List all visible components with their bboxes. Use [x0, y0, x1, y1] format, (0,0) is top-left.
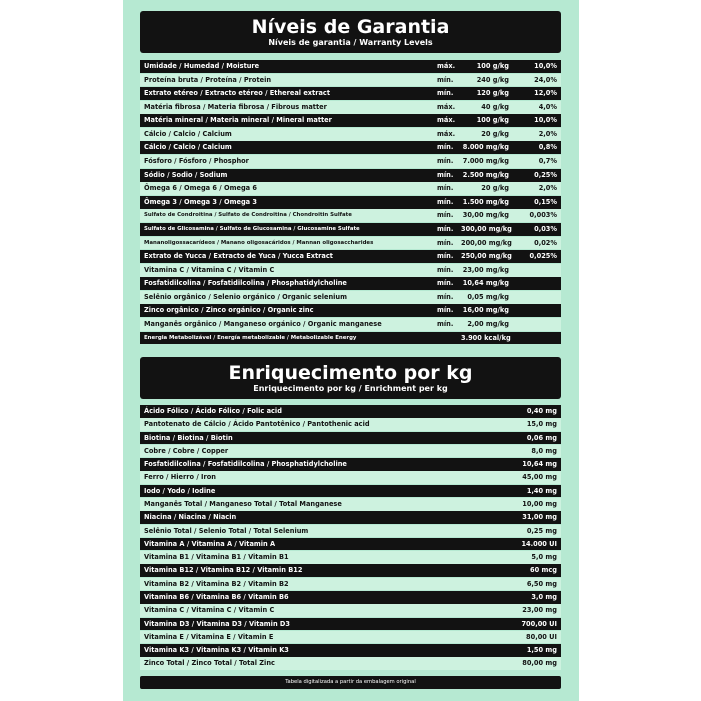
table-row: [140, 237, 561, 250]
guarantee-value: 100 g/kg: [476, 62, 509, 70]
guarantee-header: [140, 11, 561, 53]
guarantee-value: 23,00 mg/kg: [462, 265, 509, 274]
limit-label: mín.: [437, 265, 454, 274]
nutrient-label: Energia Metabolizável / Energía metabolizable / Metabolizable Energy: [144, 334, 357, 341]
limit-label: mín.: [437, 224, 454, 233]
table-row: [140, 538, 561, 551]
nutrient-label: Sulfato de Glicosamina / Sulfato de Glucosamina / Glucosamine Sulfate: [144, 225, 360, 232]
table-row: [140, 182, 561, 195]
table-row: [140, 304, 561, 317]
table-row: [140, 471, 561, 484]
guarantee-value: 8.000 mg/kg: [462, 143, 509, 152]
nutrient-label: Vitamina B6 / Vitamina B6 / Vitamin B6: [144, 592, 289, 601]
table-row: [140, 318, 561, 331]
limit-label: mín.: [437, 238, 454, 247]
limit-label: mín.: [437, 184, 454, 193]
limit-label: mín.: [437, 279, 454, 288]
table-row: [140, 405, 561, 418]
nutrient-label: Vitamina A / Vitamina A / Vitamin A: [144, 539, 276, 548]
guarantee-percent: 12,0%: [534, 89, 557, 98]
nutrient-label: Cálcio / Calcio / Calcium: [144, 129, 232, 138]
table-row: [140, 551, 561, 564]
table-row: [140, 445, 561, 458]
enrichment-amount: 14.000 UI: [521, 539, 557, 548]
table-row: [140, 332, 561, 345]
table-row: [140, 657, 561, 670]
enrichment-amount: 0,25 mg: [526, 526, 557, 535]
enrichment-amount: 0,40 mg: [526, 407, 557, 415]
table-row: [140, 114, 561, 127]
nutrient-label: Vitamina D3 / Vitamina D3 / Vitamin D3: [144, 619, 290, 628]
enrichment-amount: 15,0 mg: [526, 420, 557, 429]
limit-label: mín.: [437, 306, 454, 315]
table-row: [140, 74, 561, 87]
enrichment-header: [140, 357, 561, 399]
guarantee-value: 2.500 mg/kg: [462, 170, 509, 179]
nutrient-label: Manganês Total / Manganeso Total / Total Manganese: [144, 499, 342, 508]
table-row: [140, 264, 561, 277]
guarantee-percent: 10,0%: [534, 62, 557, 70]
table-row: [140, 564, 561, 577]
enrichment-amount: 45,00 mg: [522, 473, 557, 482]
guarantee-percent: 2,0%: [538, 184, 557, 193]
enrichment-amount: 8,0 mg: [531, 446, 557, 455]
enrichment-amount: 1,40 mg: [526, 486, 557, 495]
nutrient-label: Matéria fibrosa / Materia fibrosa / Fibrous matter: [144, 102, 327, 111]
nutrient-label: Vitamina E / Vitamina E / Vitamin E: [144, 632, 274, 641]
guarantee-percent: 24,0%: [534, 75, 557, 84]
guarantee-title: Níveis de Garantia: [251, 16, 450, 38]
limit-label: mín.: [437, 292, 454, 301]
guarantee-percent: 0,02%: [534, 238, 557, 247]
table-row: [140, 291, 561, 304]
guarantee-value: 3.900 kcal/kg: [461, 333, 511, 342]
nutrient-label: Zinco Total / Zinco Total / Total Zinc: [144, 659, 275, 668]
table-row: [140, 128, 561, 141]
limit-label: mín.: [437, 75, 454, 84]
guarantee-subtitle: Níveis de garantia / Warranty Levels: [268, 38, 433, 47]
nutrient-label: Cobre / Cobre / Copper: [144, 446, 229, 455]
nutrient-label: Vitamina B1 / Vitamina B1 / Vitamin B1: [144, 553, 289, 562]
table-row: [140, 101, 561, 114]
nutrient-label: Ômega 3 / Omega 3 / Omega 3: [144, 197, 258, 206]
guarantee-percent: 0,003%: [529, 211, 557, 220]
guarantee-value: 2,00 mg/kg: [467, 319, 509, 328]
limit-label: mín.: [437, 143, 454, 152]
limit-label: máx.: [437, 116, 456, 125]
guarantee-percent: 0,7%: [538, 157, 557, 166]
nutrient-label: Proteína bruta / Proteína / Protein: [144, 75, 272, 84]
nutrient-label: Sulfato de Condroitina / Sulfato de Condroitina / Chondroitin Sulfate: [144, 212, 352, 219]
nutrient-label: Zinco orgânico / Zinco orgánico / Organic zinc: [144, 306, 314, 315]
table-row: [140, 141, 561, 154]
limit-label: mín.: [437, 170, 454, 179]
nutrient-label: Ferro / Hierro / Iron: [144, 473, 216, 482]
table-row: [140, 525, 561, 538]
enrichment-table: [140, 405, 561, 671]
table-row: [140, 277, 561, 290]
nutrient-label: Ômega 6 / Omega 6 / Omega 6: [144, 184, 258, 193]
guarantee-value: 20 g/kg: [481, 184, 509, 193]
nutrient-label: Extrato de Yucca / Extracto de Yuca / Yucca Extract: [144, 252, 333, 261]
table-row: [140, 432, 561, 445]
enrichment-amount: 0,06 mg: [526, 433, 557, 442]
table-row: [140, 223, 561, 236]
enrichment-subtitle: Enriquecimento por kg / Enrichment per kg: [253, 384, 448, 393]
guarantee-percent: 4,0%: [538, 102, 557, 111]
enrichment-amount: 80,00 UI: [526, 632, 557, 641]
limit-label: mín.: [437, 197, 454, 206]
table-row: [140, 250, 561, 263]
limit-label: mín.: [437, 211, 454, 220]
nutrient-label: Fósforo / Fósforo / Phosphor: [144, 157, 249, 166]
nutrient-label: Fosfatidilcolina / Fosfatidilcolina / Phosphatidylcholine: [144, 460, 347, 469]
enrichment-amount: 5,0 mg: [531, 553, 557, 562]
enrichment-amount: 10,64 mg: [522, 460, 557, 469]
nutrient-label: Vitamina C / Vitamina C / Vitamin C: [144, 265, 275, 274]
nutrient-label: Vitamina B12 / Vitamina B12 / Vitamin B12: [144, 566, 303, 575]
guarantee-value: 10,64 mg/kg: [462, 279, 509, 288]
enrichment-amount: 23,00 mg: [522, 606, 557, 615]
guarantee-value: 40 g/kg: [481, 102, 509, 111]
table-row: [140, 485, 561, 498]
limit-label: mín.: [437, 319, 454, 328]
nutrient-label: Iodo / Yodo / Iodine: [144, 486, 216, 495]
guarantee-value: 20 g/kg: [481, 129, 509, 138]
enrichment-amount: 60 mcg: [530, 566, 557, 575]
guarantee-percent: 0,025%: [529, 252, 557, 261]
table-row: [140, 209, 561, 222]
limit-label: mín.: [437, 252, 454, 261]
nutrient-label: Biotina / Biotina / Biotin: [144, 433, 233, 442]
limit-label: máx.: [437, 62, 456, 70]
nutrient-label: Sódio / Sodio / Sodium: [144, 170, 228, 179]
enrichment-amount: 31,00 mg: [522, 513, 557, 522]
enrichment-amount: 10,00 mg: [522, 499, 557, 508]
enrichment-amount: 6,50 mg: [526, 579, 557, 588]
nutrient-label: Vitamina C / Vitamina C / Vitamin C: [144, 606, 275, 615]
nutrient-label: Manganês orgânico / Manganeso orgánico / Organic manganese: [144, 319, 382, 328]
nutrient-label: Vitamina K3 / Vitamina K3 / Vitamin K3: [144, 646, 289, 655]
enrichment-amount: 1,50 mg: [526, 646, 557, 655]
guarantee-value: 200,00 mg/kg: [461, 238, 512, 247]
guarantee-value: 16,00 mg/kg: [462, 306, 509, 315]
table-row: [140, 169, 561, 182]
table-row: [140, 155, 561, 168]
table-row: [140, 458, 561, 471]
table-row: [140, 498, 561, 511]
nutrient-label: Ácido Fólico / Ácido Fólico / Folic acid: [144, 407, 282, 415]
guarantee-percent: 0,8%: [538, 143, 557, 152]
nutrient-label: Niacina / Niacina / Niacin: [144, 513, 237, 522]
table-row: [140, 618, 561, 631]
guarantee-value: 30,00 mg/kg: [462, 211, 509, 220]
guarantee-percent: 0,15%: [534, 197, 557, 206]
enrichment-title: Enriquecimento por kg: [228, 362, 473, 384]
footer-note: Tabela digitalizada a partir da embalagem original: [140, 676, 561, 689]
guarantee-value: 0,05 mg/kg: [467, 292, 509, 301]
nutrient-label: Mananoligossacarídeos / Manano oligosacáridos / Mannan oligosaccharides: [144, 239, 374, 246]
guarantee-value: 300,00 mg/kg: [461, 224, 512, 233]
nutrient-label: Cálcio / Calcio / Calcium: [144, 143, 232, 152]
enrichment-amount: 80,00 mg: [522, 659, 557, 668]
table-row: [140, 604, 561, 617]
nutrient-label: Selênio orgânico / Selenio orgánico / Organic selenium: [144, 292, 347, 301]
guarantee-percent: 0,25%: [534, 170, 557, 179]
guarantee-percent: 10,0%: [534, 116, 557, 125]
limit-label: máx.: [437, 129, 456, 138]
guarantee-value: 250,00 mg/kg: [461, 252, 512, 261]
guarantee-value: 120 g/kg: [476, 89, 509, 98]
table-row: [140, 87, 561, 100]
enrichment-amount: 3,0 mg: [531, 592, 557, 601]
nutrient-label: Selênio Total / Selenio Total / Total Selenium: [144, 526, 309, 535]
table-row: [140, 511, 561, 524]
nutrient-label: Extrato etéreo / Extracto etéreo / Ethereal extract: [144, 89, 330, 98]
limit-label: mín.: [437, 157, 454, 166]
table-row: [140, 631, 561, 644]
nutrient-label: Fosfatidilcolina / Fosfatidilcolina / Phosphatidylcholine: [144, 279, 347, 288]
nutrient-label: Pantotenato de Cálcio / Ácido Pantotênico / Pantothenic acid: [144, 420, 370, 429]
limit-label: máx.: [437, 102, 456, 111]
table-row: [140, 644, 561, 657]
guarantee-value: 7.000 mg/kg: [462, 157, 509, 166]
limit-label: mín.: [437, 89, 454, 98]
nutrient-label: Vitamina B2 / Vitamina B2 / Vitamin B2: [144, 579, 289, 588]
table-row: [140, 60, 561, 73]
table-row: [140, 418, 561, 431]
enrichment-amount: 700,00 UI: [521, 619, 557, 628]
table-row: [140, 196, 561, 209]
guarantee-percent: 2,0%: [538, 129, 557, 138]
table-row: [140, 591, 561, 604]
guarantee-table: [140, 60, 561, 345]
table-row: [140, 578, 561, 591]
guarantee-value: 1.500 mg/kg: [462, 197, 509, 206]
guarantee-value: 240 g/kg: [476, 75, 509, 84]
guarantee-percent: 0,03%: [534, 224, 557, 233]
guarantee-value: 100 g/kg: [476, 116, 509, 125]
nutrient-label: Umidade / Humedad / Moisture: [144, 62, 260, 70]
nutrient-label: Matéria mineral / Materia mineral / Mineral matter: [144, 116, 332, 125]
